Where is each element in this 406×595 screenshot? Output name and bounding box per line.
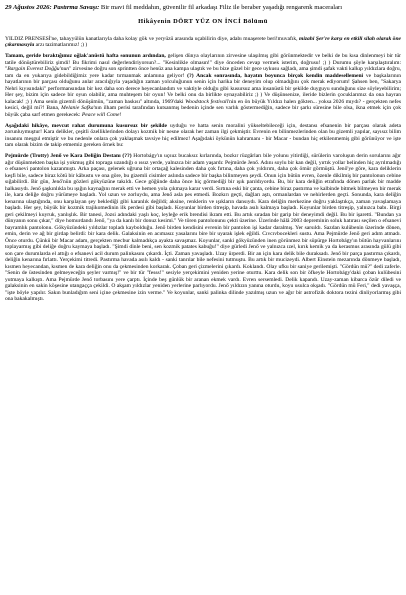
text-run: ve başkalarının hayatlarının bir parçası olduğunu anlar aracılığıyla yaşadığın zaman yolculuğunun senin için harika bir deneyim olup olmadığını çok merak ediyorum! Şahsen ben, "Sakarya Nehri kıyısındaki" performansından bir kez daha son derece heyecanlandım ve vaktiyle olduğu gibi kusursuz ama insanüstü bir şekilde duyguyu sunduğunu size söyleyebilirim; Her şey, bizim için sadece bir oyun olabilir, ama muhteşem bir oyun! Ve belki onu da birlikte oynayabiliriz ;) ) Ve düşünsenize, ileride bizlerin çocuklarımız da ona hayran kalacak! ;) ) Ama senin gizemli dönüşümün, "zaman baskısı" altında, 1969'daki: [5, 72, 401, 105]
text-run: Woodstock festivali: [185, 98, 229, 105]
black-hole-intro-paragraph: [5, 123, 401, 149]
text-run: 'nın ilham perisi tarafından kutsanmış bedenin içinde sen varlık göstermediğin, sadece bir şarkı süresine bile olsa, ikna etmek için çok büyük çaba sarf etmen gerekecek:: [5, 105, 401, 118]
intro-date-title: 29 Ağustos 2026: Pastırma Savaşı:: [5, 4, 100, 11]
text-run: Melanie Safka: [61, 105, 94, 112]
text-run: " zirvesine doğru son sprintten önce henüz ana kampa ulaştık ve bu bize güzel bir gece uykusu sağladı, ama şimdi şafak vakti kalkıp yıldızlara doğru, tam da en yukarıya gidebildiğimiz yere kadar tırmanmak anlamına geliyor!: [5, 66, 401, 79]
text-run: YILDIZ PRENSESİ'ne, tahayyülün kanatlarıyla daha kolay gök ve yeryüzü arasında uçabilirin diye, adabı muaşerete beri!muvafık,: [5, 35, 299, 42]
text-run: arzı tazimatlarımız! ;) ): [34, 42, 88, 49]
text-run: mizahi Şer're karşı en etkili silah olarak öne çıkarmasıyla: [5, 35, 401, 49]
story-title: Pejmürde (Trotty) Jenő ve Kara Deliğin Destanı (??): [5, 153, 132, 160]
text-run: uyduğu ve hatta senin moralini yükseltebileceği için, destansı efsanenin bir parçası olarak adeta zorunluymuştur! Kara delikler, çeşitli özelliklerinden dolayı kozmik bir nesne olarak her zaman ilgi çekmiştir. Evrenin en bilinmezlerinden olan bu gizemli yapılar, sayısız bilim insanını meşgul etmiştir ve bu nedenle onlara çok yaklaşmak tavsiye hiç edilmez! Aşağıdaki öykünün kahramanı - bir Macar - bundan hiç etkilenmemiş gibi görünüyor ve işte tam olarak bizim de takip etmemiz gereken örnek bu:: [5, 122, 401, 149]
text-run: (?) Ancak sonrasında, hayatın boyunca birçok kendin maddesellemeni: [187, 72, 364, 79]
text-run: Hortobágy'ın uçsuz bucaksız kırlarında, bozkır rüzgârları bile yolunu yitirdiği, sürülerin varoluşun derin sorularını ağır ağır düşünmekten başka işi yokmuş gibi topraga uzandığı o ıssız yerde, yalnızca bir adam yaşardı: Pejmürde Jenő. Adını soylu bir kan değil, yırtık yollar belinden hiç ayrılmadığı o efsanevi pantolon kazanmıştı. Arka paçası, gelenek uğruna bir ortaçağ kalesinden daha çok fırtına, daha çok yıldırım, daha çok ömür görmüştü. Jenő'ye göre, kara deliklerin keşfi bile, sadece biraz kötü bir kâbustu ve ona göre, bu gizemli cisimler aslında sadece bir başka bilinmeyen şeydi. Onun için bütün evren, özenle dikilmiş bir pantolonun cebine sığabilirdi. Bir gün, Jenő'nün gözleri gökyüzüne takıldı. Gece göğünde daha önce hiç görmediği bir ışık parıldıyordu. Bu, bir kara deliğin etrafında dönen parlak bir madde halkasıydı. Jenő şaşkınlıkla bu ışığın kaynağını merak etti ve hemen yola çıkmaya karar verdi. Sırtına eski bir çanta, cebine biraz pastırma ve kalbinde bitmek bilmeyen bir merak ile, kara deliğe doğru yürümeye başladı. Yol uzun ve zorluydu, ama Jenő asla pes etmedi. Bozkırı geçti, dağları aştı, ormanlardan ve nehirlerden geçti. Sonunda, kara deliğin kenarına ulaştığında, onu karşılayan şey beklediği gibi karanlık değildi; aksine, renklerin ve ışıkların dansıydı. Kara deliğin merkezine doğru yaklaştıkça, zaman yavaşlamaya başladı. Her şey, büyük bir kozmik trajikomedinin ilk perdesi gibi başladı. Koyunlar birden titreşip, havada asılı kalmaya başladı. Koyunlar birden titreşip, yalnızca babı. Birgi geri çekilmeyi kuyruk, yanlışlık. Bir tanesi, Jozsi adındaki yaşlı koç, leyleğe erik brendisi ikram etti. Bu artık sıradan bir garip bir deneyimdi değil. Bu bir işaretti. "Bundan ya dünyanın sonu çıkar," diye homurdandı Jenő, "ya da kanlı bir donuz kesimi." Ve tören pantolonunu çekti üzerine. Üzerinde hâlâ 2003 depreminin soluk hatırası seçilen o efsanevi bayramlık pantolonu. Gökyüzündeki yıldızlar topladı kaybolduğu. Jenő birden kendisini evrenin bir pantolon işi kadar daralmış. Yer sarsıldı. Sazdan kulübenin üzerinde dönen, emin, derin ve ağ bir girdap belirdi: bir kara delik. Galaksinin en acımasız yasalarını bire bir uyarak işlek eğildi. Cıvcıvbocekleri sustu. Ama Pejmürde Jenő geri adım atmadı. Önce oturdu. Çünkü bir Macar adam, gerçekten mecbur kalmadıkça ayakta savaşmaz. Koyunlar, sanki gökyüzünden inen görünmez bir süpürge Hortobágy'ın bütün hayvanlarını toplayarmış gibi deliğe doğru kaymaya başladı. "Şimdi dinle beni, sen kozmik patates kabuğu!" diye gürledi Jenő ve yalnızca ızel, kırık kemik ya da kerasmus arasında gülü gibi son çare durumlarda el attığı o efsanevi acil durum palinkasını çıkardı. İçti. Zaman yavaşladı. Uzay ürperdi. Bir an için kara delik bile duraksadı. Jenő bir parça pastırma çıkardı, deliğin kenarına fırlattı. Yerçekimi titredi. Pastırma havada asılı kaldı - sanki tanrılar bile nefesini tutmuştu. Bu artık bir mucizeydi. Albert Einstein mezarında dönmeye başladı, kısmen heyecandan, kısmen de kara deliğin onu da çekmesinden korkarak. Çoban geri çizmelerini çıkardı. Koklandı. Olay ufku bir saniye gerilemişti. "Gördün mü?" dedi zaferle. "Senin de üstesinden gelmeyeceğin şeyler varmış!" ve bir tür "fesss!" sesiyle yerçekimini yeniden yerine oturttu. Kara delik son bir öfkeyle Hortobágy'daki çoban kulübesini yutmaya kalkıştı. Ama Pejmürde Jenő torbasını yere çarptı. İçinde beş günlük bir aranan ekmek vardı. Evren sersemledi. Delik kapandı. Uzay-zaman kibarca özür diledi ve galaksinin en sakin köşesine utangaçça çekildi. O akşam yıldızlar yeniden yerlerine parlıyordu. Jenő yıldızın yanına oturdu, koyu usulca okşadı. "Gördün mü Feri," dedi yavaşça, "işte böyle yapılır. Sakın bunladığım seni içine çekmesine izin verme." Ve koyunlar, sanki palinka dilinde yazılmış uzun ve ağır bir astrofizik doktora tezini dinliyorlarmış gibi ona bakakalmıştı.: [5, 153, 401, 303]
text-run: Aşağıdaki hikâye, mevcut rahat durumuna kusursuz bir şekilde: [5, 122, 167, 129]
text-run: gelişen dünya olaylarının zirvesine ulaşılmış gibi görünmektedir ve belki de bu kısa dinlenmeyi bir tür tatile dönüştürebiliriz şimdi! Bu fikrimi nasıl değerlendiriyorsun?... "Kesinlikle olmasın!" diye önceden cevap vermek isterim, doğrusu! ;) ) Durumu şöyle karşılaştıralım: ": [5, 53, 401, 73]
weekend-paragraph: [5, 53, 401, 118]
dedication-paragraph: [5, 36, 401, 49]
intro-text: Bir mavi fil meddahın, güvenilir fil arkadaşı Filiz ile beraber yaşadığı rengarenk maceraları: [99, 4, 343, 11]
chapter-title: Hikâyenin DÖRT YÜZ ON İNCİ Bölümü: [138, 17, 268, 25]
text-run: Peace will Come!: [81, 111, 122, 118]
text-run: Tamam, geride bıraktığımız oğlak'anüstü hafta sonunun ardından,: [5, 53, 166, 60]
text-run: 'nin en ön büyük Yıldızı halen gökten... yoksa 2026 mıydı? - gerçekten nefes kesici, değil mi?! Bana,: [5, 98, 401, 112]
intro-paragraph: [5, 4, 401, 12]
story-paragraph: [5, 153, 401, 303]
text-run: Bargain Everest Doğğu'nun: [7, 66, 70, 73]
